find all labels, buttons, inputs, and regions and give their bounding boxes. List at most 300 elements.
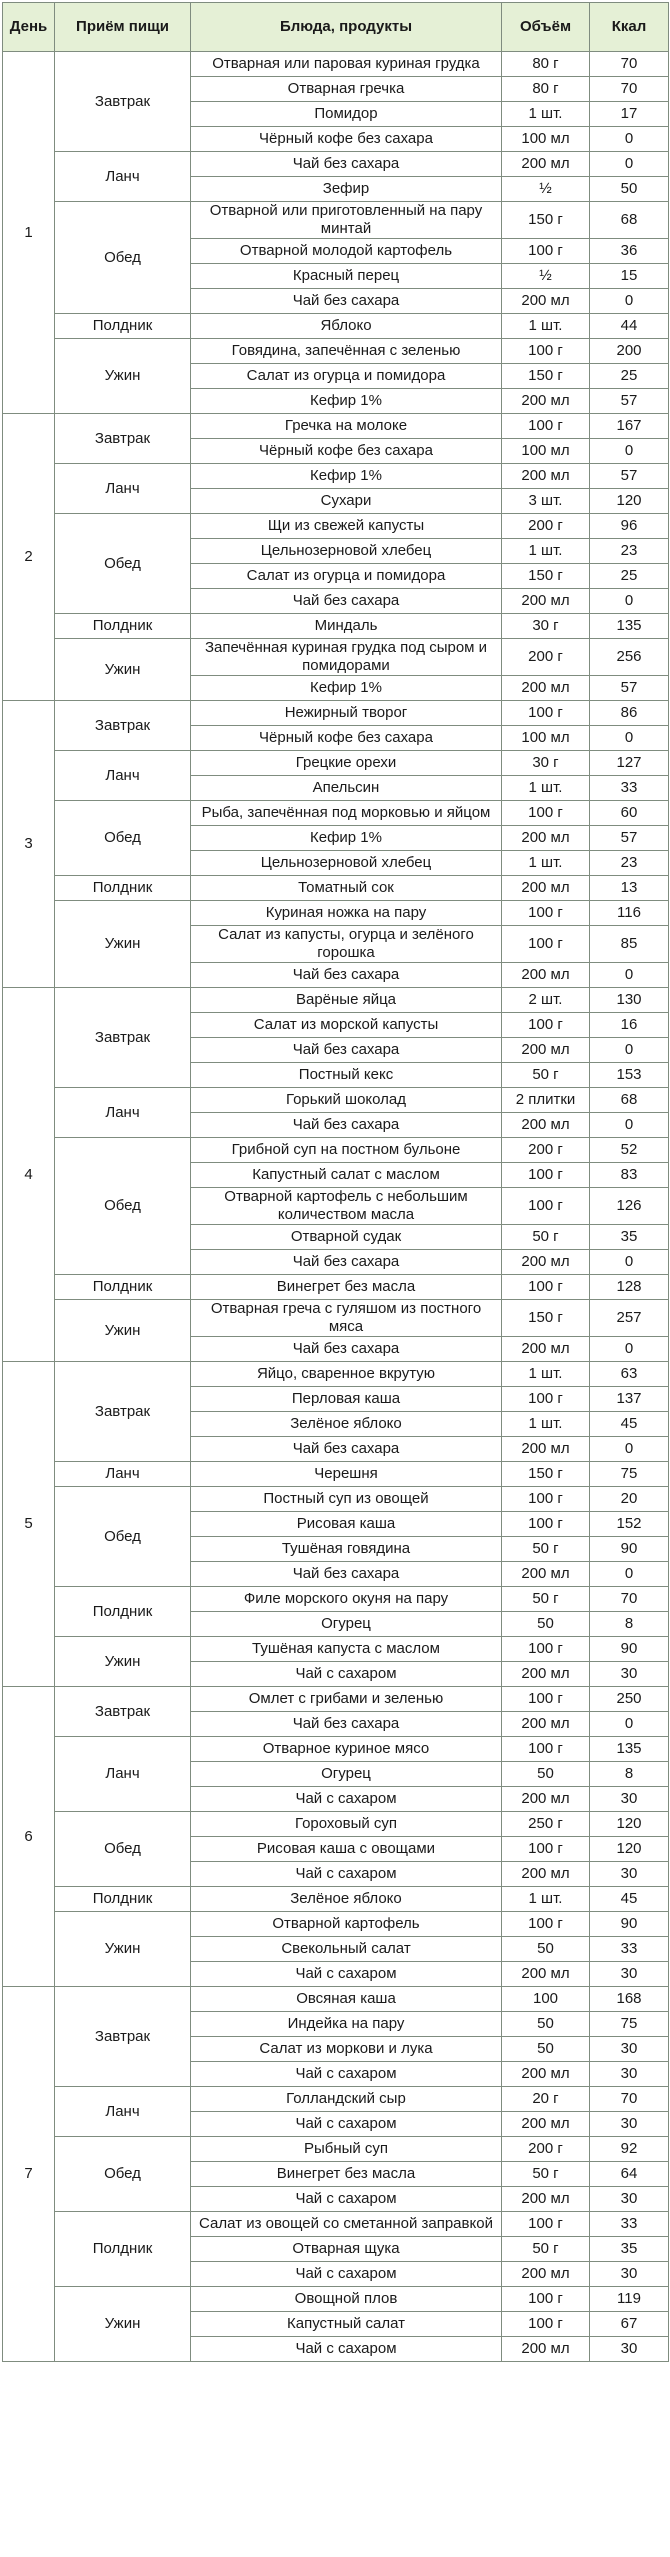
dish-cell: Постный кекс [191,1063,502,1088]
meal-cell: Ланч [55,1462,191,1487]
volume-cell: 20 г [502,2087,590,2112]
kcal-cell: 0 [590,1562,669,1587]
kcal-cell: 30 [590,2262,669,2287]
volume-cell: 200 мл [502,1862,590,1887]
dish-cell: Чёрный кофе без сахара [191,726,502,751]
kcal-cell: 0 [590,439,669,464]
table-row [3,901,669,926]
kcal-cell: 45 [590,1412,669,1437]
kcal-cell: 70 [590,52,669,77]
dish-cell: Черешня [191,1462,502,1487]
day-cell: 6 [3,1687,55,1987]
table-row [3,1987,669,2012]
kcal-cell: 153 [590,1063,669,1088]
dish-cell: Отварная или паровая куриная грудка [191,52,502,77]
kcal-cell: 30 [590,2037,669,2062]
volume-cell: 2 плитки [502,1088,590,1113]
volume-cell: 200 мл [502,876,590,901]
volume-cell: 50 [502,1762,590,1787]
table-row [3,2287,669,2312]
kcal-cell: 36 [590,239,669,264]
dish-cell: Рисовая каша [191,1512,502,1537]
kcal-cell: 0 [590,1038,669,1063]
volume-cell: 200 мл [502,289,590,314]
meal-cell: Ланч [55,464,191,514]
dish-cell: Отварной картофель с небольшим количеством масла [191,1188,502,1225]
meal-cell: Ланч [55,751,191,801]
kcal-cell: 17 [590,102,669,127]
volume-cell: ½ [502,177,590,202]
volume-cell: 150 г [502,564,590,589]
volume-cell: 100 г [502,414,590,439]
dish-cell: Отварное куриное мясо [191,1737,502,1762]
dish-cell: Чай с сахаром [191,1962,502,1987]
volume-cell: 1 шт. [502,314,590,339]
kcal-cell: 126 [590,1188,669,1225]
table-row [3,1088,669,1113]
dish-cell: Чай без сахара [191,1337,502,1362]
volume-cell: 50 [502,2012,590,2037]
dish-cell: Чай с сахаром [191,2262,502,2287]
volume-cell: 200 мл [502,2112,590,2137]
volume-cell: 100 г [502,1837,590,1862]
dish-cell: Капустный салат [191,2312,502,2337]
table-row [3,1487,669,1512]
dish-cell: Чёрный кофе без сахара [191,439,502,464]
dish-cell: Салат из овощей со сметанной заправкой [191,2212,502,2237]
table-row [3,2137,669,2162]
meal-cell: Обед [55,1812,191,1887]
volume-cell: 100 г [502,2212,590,2237]
volume-cell: 100 мл [502,127,590,152]
kcal-cell: 30 [590,2112,669,2137]
kcal-cell: 120 [590,489,669,514]
dish-cell: Филе морского окуня на пару [191,1587,502,1612]
volume-cell: 50 г [502,1537,590,1562]
volume-cell: 1 шт. [502,1412,590,1437]
kcal-cell: 16 [590,1013,669,1038]
kcal-cell: 35 [590,1225,669,1250]
volume-cell: 1 шт. [502,102,590,127]
volume-cell: 200 мл [502,1437,590,1462]
table-row [3,1275,669,1300]
table-row [3,314,669,339]
volume-cell: 1 шт. [502,1362,590,1387]
kcal-cell: 200 [590,339,669,364]
volume-cell: 200 мл [502,2262,590,2287]
volume-cell: 2 шт. [502,988,590,1013]
kcal-cell: 135 [590,1737,669,1762]
dish-cell: Кефир 1% [191,464,502,489]
volume-cell: 30 г [502,751,590,776]
volume-cell: 200 мл [502,826,590,851]
table-header [3,3,669,52]
dish-cell: Винегрет без масла [191,1275,502,1300]
volume-cell: 200 г [502,2137,590,2162]
dish-cell: Салат из капусты, огурца и зелёного горошка [191,926,502,963]
volume-cell: 200 мл [502,1337,590,1362]
dish-cell: Кефир 1% [191,826,502,851]
header-row [3,3,669,52]
dish-cell: Отварной судак [191,1225,502,1250]
dish-cell: Миндаль [191,614,502,639]
dish-cell: Зефир [191,177,502,202]
dish-cell: Цельнозерновой хлебец [191,539,502,564]
table-row [3,614,669,639]
dish-cell: Тушёная капуста с маслом [191,1637,502,1662]
kcal-cell: 57 [590,676,669,701]
table-row [3,464,669,489]
meal-cell: Завтрак [55,1987,191,2087]
dish-cell: Салат из огурца и помидора [191,364,502,389]
volume-cell: 100 мл [502,726,590,751]
volume-cell: 200 мл [502,464,590,489]
volume-cell: 150 г [502,1462,590,1487]
meal-cell: Обед [55,202,191,314]
meal-cell: Обед [55,1138,191,1275]
kcal-cell: 30 [590,2187,669,2212]
dish-cell: Салат из огурца и помидора [191,564,502,589]
table-row [3,1300,669,1337]
volume-cell: 100 г [502,1737,590,1762]
kcal-cell: 25 [590,364,669,389]
dish-cell: Щи из свежей капусты [191,514,502,539]
dish-cell: Голландский сыр [191,2087,502,2112]
table-row [3,1912,669,1937]
kcal-cell: 57 [590,389,669,414]
dish-cell: Апельсин [191,776,502,801]
dish-cell: Чай без сахара [191,1113,502,1138]
kcal-cell: 30 [590,1962,669,1987]
table-row [3,876,669,901]
kcal-cell: 33 [590,1937,669,1962]
kcal-cell: 75 [590,1462,669,1487]
table-row [3,414,669,439]
dish-cell: Чай без сахара [191,1250,502,1275]
kcal-cell: 68 [590,1088,669,1113]
volume-cell: 200 г [502,639,590,676]
volume-cell: 50 [502,2037,590,2062]
volume-cell: 150 г [502,364,590,389]
kcal-cell: 30 [590,2062,669,2087]
volume-cell: 150 г [502,202,590,239]
dish-cell: Чай без сахара [191,1038,502,1063]
kcal-cell: 83 [590,1163,669,1188]
volume-cell: 200 мл [502,389,590,414]
meal-cell: Ланч [55,2087,191,2137]
volume-cell: 200 мл [502,2187,590,2212]
meal-cell: Завтрак [55,414,191,464]
volume-cell: 100 г [502,926,590,963]
kcal-cell: 33 [590,2212,669,2237]
kcal-cell: 167 [590,414,669,439]
kcal-cell: 63 [590,1362,669,1387]
kcal-cell: 120 [590,1812,669,1837]
dish-cell: Чай без сахара [191,152,502,177]
meal-cell: Ужин [55,1300,191,1362]
volume-cell: 200 мл [502,1562,590,1587]
volume-cell: 100 г [502,1637,590,1662]
kcal-cell: 86 [590,701,669,726]
table-row [3,1138,669,1163]
volume-cell: 100 г [502,1387,590,1412]
dish-cell: Индейка на пару [191,2012,502,2037]
dish-cell: Отварной картофель [191,1912,502,1937]
dish-cell: Чай с сахаром [191,2112,502,2137]
table-row [3,1887,669,1912]
table-row [3,1362,669,1387]
kcal-cell: 152 [590,1512,669,1537]
volume-cell: 100 г [502,1687,590,1712]
kcal-cell: 257 [590,1300,669,1337]
kcal-cell: 8 [590,1612,669,1637]
volume-cell: 200 мл [502,1662,590,1687]
volume-cell: 200 мл [502,676,590,701]
volume-cell: 200 г [502,514,590,539]
volume-cell: 150 г [502,1300,590,1337]
table-row [3,639,669,676]
volume-cell: 200 мл [502,963,590,988]
kcal-cell: 116 [590,901,669,926]
volume-cell: 100 г [502,339,590,364]
table-row [3,801,669,826]
dish-cell: Горький шоколад [191,1088,502,1113]
dish-cell: Помидор [191,102,502,127]
header-day: День [3,3,55,52]
meal-cell: Обед [55,1487,191,1587]
table-row [3,2087,669,2112]
diet-table [2,2,669,2362]
dish-cell: Отварная гречка [191,77,502,102]
meal-cell: Полдник [55,2212,191,2287]
table-row [3,751,669,776]
kcal-cell: 8 [590,1762,669,1787]
kcal-cell: 250 [590,1687,669,1712]
volume-cell: 80 г [502,77,590,102]
kcal-cell: 92 [590,2137,669,2162]
dish-cell: Яйцо, сваренное вкрутую [191,1362,502,1387]
kcal-cell: 90 [590,1912,669,1937]
day-cell: 4 [3,988,55,1362]
volume-cell: 250 г [502,1812,590,1837]
volume-cell: 80 г [502,52,590,77]
dish-cell: Зелёное яблоко [191,1887,502,1912]
kcal-cell: 119 [590,2287,669,2312]
kcal-cell: 57 [590,826,669,851]
meal-cell: Обед [55,801,191,876]
day-cell: 7 [3,1987,55,2362]
volume-cell: 100 г [502,1163,590,1188]
dish-cell: Чай без сахара [191,289,502,314]
kcal-cell: 0 [590,726,669,751]
table-row [3,152,669,177]
volume-cell: 100 г [502,1275,590,1300]
kcal-cell: 33 [590,776,669,801]
dish-cell: Огурец [191,1612,502,1637]
volume-cell: 1 шт. [502,539,590,564]
header-kcal: Ккал [590,3,669,52]
dish-cell: Яблоко [191,314,502,339]
volume-cell: 100 г [502,801,590,826]
meal-cell: Завтрак [55,988,191,1088]
meal-cell: Ужин [55,2287,191,2362]
table-row [3,701,669,726]
kcal-cell: 70 [590,2087,669,2112]
volume-cell: 200 мл [502,1787,590,1812]
dish-cell: Сухари [191,489,502,514]
kcal-cell: 168 [590,1987,669,2012]
kcal-cell: 30 [590,1862,669,1887]
kcal-cell: 0 [590,1712,669,1737]
kcal-cell: 60 [590,801,669,826]
volume-cell: 50 [502,1612,590,1637]
volume-cell: 200 мл [502,589,590,614]
kcal-cell: 30 [590,1787,669,1812]
meal-cell: Завтрак [55,52,191,152]
dish-cell: Салат из моркови и лука [191,2037,502,2062]
kcal-cell: 64 [590,2162,669,2187]
meal-cell: Ужин [55,1637,191,1687]
kcal-cell: 120 [590,1837,669,1862]
kcal-cell: 0 [590,152,669,177]
kcal-cell: 0 [590,963,669,988]
kcal-cell: 0 [590,1337,669,1362]
kcal-cell: 68 [590,202,669,239]
volume-cell: 200 мл [502,1038,590,1063]
dish-cell: Чай без сахара [191,589,502,614]
dish-cell: Чай с сахаром [191,1787,502,1812]
kcal-cell: 96 [590,514,669,539]
volume-cell: 100 г [502,1912,590,1937]
meal-cell: Обед [55,2137,191,2212]
volume-cell: 30 г [502,614,590,639]
volume-cell: 50 г [502,1587,590,1612]
kcal-cell: 75 [590,2012,669,2037]
kcal-cell: 35 [590,2237,669,2262]
kcal-cell: 50 [590,177,669,202]
dish-cell: Варёные яйца [191,988,502,1013]
dish-cell: Чёрный кофе без сахара [191,127,502,152]
meal-cell: Ланч [55,1088,191,1138]
dish-cell: Цельнозерновой хлебец [191,851,502,876]
kcal-cell: 57 [590,464,669,489]
dish-cell: Чай без сахара [191,1437,502,1462]
kcal-cell: 135 [590,614,669,639]
volume-cell: ½ [502,264,590,289]
table-row [3,52,669,77]
kcal-cell: 0 [590,127,669,152]
volume-cell: 50 г [502,2162,590,2187]
dish-cell: Капустный салат с маслом [191,1163,502,1188]
kcal-cell: 44 [590,314,669,339]
volume-cell: 1 шт. [502,851,590,876]
kcal-cell: 23 [590,539,669,564]
dish-cell: Чай с сахаром [191,1662,502,1687]
dish-cell: Винегрет без масла [191,2162,502,2187]
kcal-cell: 0 [590,1113,669,1138]
kcal-cell: 30 [590,1662,669,1687]
dish-cell: Томатный сок [191,876,502,901]
dish-cell: Огурец [191,1762,502,1787]
kcal-cell: 23 [590,851,669,876]
kcal-cell: 0 [590,1250,669,1275]
meal-cell: Полдник [55,314,191,339]
volume-cell: 100 г [502,1487,590,1512]
meal-cell: Ланч [55,152,191,202]
dish-cell: Кефир 1% [191,389,502,414]
meal-cell: Полдник [55,1275,191,1300]
kcal-cell: 90 [590,1637,669,1662]
kcal-cell: 128 [590,1275,669,1300]
dish-cell: Отварной молодой картофель [191,239,502,264]
dish-cell: Грибной суп на постном бульоне [191,1138,502,1163]
volume-cell: 100 г [502,1512,590,1537]
dish-cell: Чай без сахара [191,963,502,988]
dish-cell: Рыбный суп [191,2137,502,2162]
kcal-cell: 20 [590,1487,669,1512]
table-body [3,52,669,2362]
volume-cell: 100 г [502,2312,590,2337]
volume-cell: 3 шт. [502,489,590,514]
volume-cell: 100 г [502,2287,590,2312]
day-cell: 5 [3,1362,55,1687]
kcal-cell: 15 [590,264,669,289]
meal-cell: Ланч [55,1737,191,1812]
volume-cell: 100 мл [502,439,590,464]
kcal-cell: 0 [590,1437,669,1462]
table-row [3,1637,669,1662]
dish-cell: Чай с сахаром [191,2062,502,2087]
volume-cell: 50 [502,1937,590,1962]
dish-cell: Перловая каша [191,1387,502,1412]
volume-cell: 200 мл [502,1113,590,1138]
dish-cell: Гороховый суп [191,1812,502,1837]
day-cell: 2 [3,414,55,701]
table-row [3,514,669,539]
volume-cell: 100 г [502,901,590,926]
meal-cell: Завтрак [55,1362,191,1462]
volume-cell: 50 г [502,2237,590,2262]
table-row [3,1737,669,1762]
kcal-cell: 70 [590,1587,669,1612]
volume-cell: 50 г [502,1063,590,1088]
meal-cell: Обед [55,514,191,614]
volume-cell: 100 [502,1987,590,2012]
kcal-cell: 137 [590,1387,669,1412]
dish-cell: Чай без сахара [191,1562,502,1587]
dish-cell: Чай без сахара [191,1712,502,1737]
dish-cell: Куриная ножка на пару [191,901,502,926]
kcal-cell: 130 [590,988,669,1013]
volume-cell: 1 шт. [502,776,590,801]
dish-cell: Грецкие орехи [191,751,502,776]
dish-cell: Отварная греча с гуляшом из постного мяса [191,1300,502,1337]
volume-cell: 50 г [502,1225,590,1250]
dish-cell: Нежирный творог [191,701,502,726]
dish-cell: Омлет с грибами и зеленью [191,1687,502,1712]
dish-cell: Чай с сахаром [191,1862,502,1887]
volume-cell: 100 г [502,701,590,726]
dish-cell: Отварная щука [191,2237,502,2262]
volume-cell: 200 мл [502,2337,590,2362]
table-row [3,339,669,364]
meal-cell: Полдник [55,1887,191,1912]
volume-cell: 200 мл [502,1962,590,1987]
meal-cell: Полдник [55,876,191,901]
day-cell: 1 [3,52,55,414]
kcal-cell: 13 [590,876,669,901]
dish-cell: Рыба, запечённая под морковью и яйцом [191,801,502,826]
